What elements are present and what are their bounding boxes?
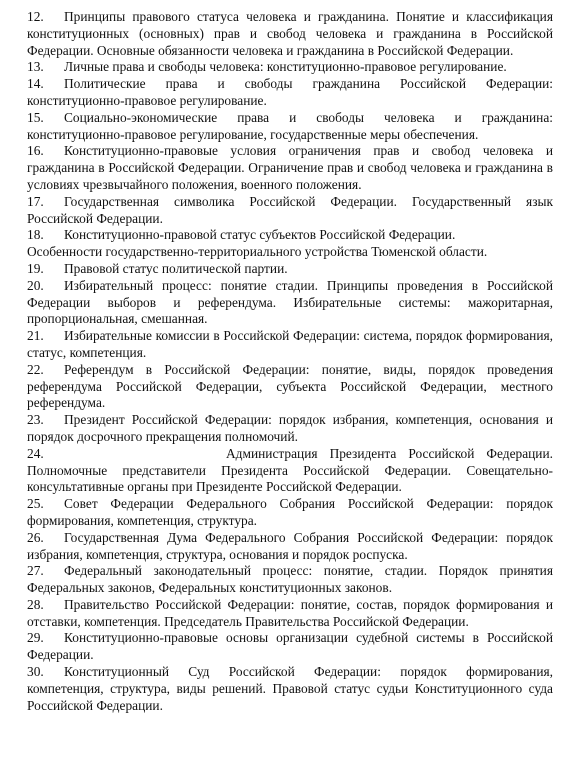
list-item (27, 563, 553, 597)
item-text: Избирательный процесс: понятие стадии. Принципы проведения в Российской Федерации выборов и референдума. Избирательные системы: мажоритарная, пропорциональная, смешанная. (27, 277, 553, 327)
item-text: Федеральный законодательный процесс: понятие, стадии. Порядок принятия Федеральных законов, Федеральных конституционных законов. (27, 563, 553, 596)
item-text: Правовой статус политической партии. (64, 260, 288, 276)
item-number: 26. (27, 529, 44, 545)
item-number: 13. (27, 59, 44, 75)
item-text: Конституционный Суд Российской Федерации: порядок формирования, компетенция, структура, виды решений. Правовой статус судьи Конституционного суда Российской Федерации. (27, 664, 553, 713)
list-item (27, 446, 553, 496)
item-text: Конституционно-правовые условия ограничения прав и свобод человека и гражданина в Российской Федерации. Ограничение прав и свобод человека и гражданина в условиях чрезвычайного положения, военного положения. (27, 143, 553, 192)
list-item (27, 597, 553, 631)
item-number: 25. (27, 496, 44, 512)
list-item (27, 278, 553, 328)
item-text: Правительство Российской Федерации: понятие, состав, порядок формирования и отставки, компетенция. Председатель Правительства Российской Федерации. (27, 596, 553, 629)
item-number: 17. (27, 193, 44, 209)
item-number: 12. (27, 9, 44, 24)
list-item (27, 412, 553, 446)
item-number: 22. (27, 361, 44, 377)
list-item (27, 496, 553, 530)
item-text: Личные права и свободы человека: конституционно-правовое регулирование. (64, 59, 507, 75)
item-number: 15. (27, 109, 44, 125)
list-item (27, 227, 553, 244)
list-item (27, 261, 553, 278)
item-number: 28. (27, 596, 44, 612)
list-item (27, 530, 553, 564)
list-item (27, 664, 553, 714)
item-number: 20. (27, 277, 44, 293)
item-number: 21. (27, 328, 44, 344)
item-number: 30. (27, 664, 44, 680)
item-text: Конституционно-правовые основы организации судебной системы в Российской Федерации. (27, 630, 553, 663)
item-number: 14. (27, 76, 44, 92)
item-text: Избирательные комиссии в Российской Федерации: система, порядок формирования, статус, компетенция. (27, 328, 553, 360)
item-number: 16. (27, 143, 44, 159)
item-text: Принципы правового статуса человека и гражданина. Понятие и классификация конституционных (основных) прав и свобод человека и гражданина в Российской Федерации. Основные обязанности человека и гражданина в Российской Федерации. (27, 9, 553, 58)
item-text: Политические права и свободы гражданина Российской Федерации: конституционно-правовое регулирование. (27, 76, 553, 108)
item-number: 19. (27, 260, 44, 276)
item-text: Референдум в Российской Федерации: понятие, виды, порядок проведения референдума Российской Федерации, субъекта Российской Федерации, местного референдума. (27, 361, 553, 411)
item-text: Государственная Дума Федерального Собрания Российской Федерации: порядок избрания, компетенция, структура, основания и порядок роспуска. (27, 529, 553, 562)
item-number: 23. (27, 412, 44, 428)
item-text: Особенности государственно-территориального устройства Тюменской области. (27, 244, 488, 260)
list-item (27, 328, 553, 362)
item-text: Конституционно-правовой статус субъектов Российской Федерации. (64, 227, 456, 243)
item-text: Государственная символика Российской Федерации. Государственный язык Российской Федерации. (27, 193, 553, 226)
list-item (27, 9, 553, 59)
list-item (27, 143, 553, 193)
item-number: 24. (27, 445, 44, 461)
item-number: 29. (27, 630, 44, 646)
item-number: 18. (27, 227, 44, 243)
list-item (27, 59, 553, 76)
item-text: Администрация Президента Российской Федерации. Полномочные представители Президента Российской Федерации. Совещательно-консультативные органы при Президенте Российской Федерации. (27, 445, 553, 495)
item-text: Президент Российской Федерации: порядок избрания, компетенция, основания и порядок досрочного прекращения полномочий. (27, 412, 553, 444)
list-item (27, 630, 553, 664)
list-item (27, 194, 553, 228)
question-list (27, 9, 553, 714)
list-item (27, 362, 553, 412)
item-text: Социально-экономические права и свободы человека и гражданина: конституционно-правовое регулирование, государственные меры обеспечения. (27, 109, 553, 142)
item-number: 27. (27, 563, 44, 579)
list-item-continuation (27, 244, 553, 261)
list-item (27, 110, 553, 144)
item-text: Совет Федерации Федерального Собрания Российской Федерации: порядок формирования, компетенция, структура. (27, 496, 553, 528)
list-item (27, 76, 553, 110)
